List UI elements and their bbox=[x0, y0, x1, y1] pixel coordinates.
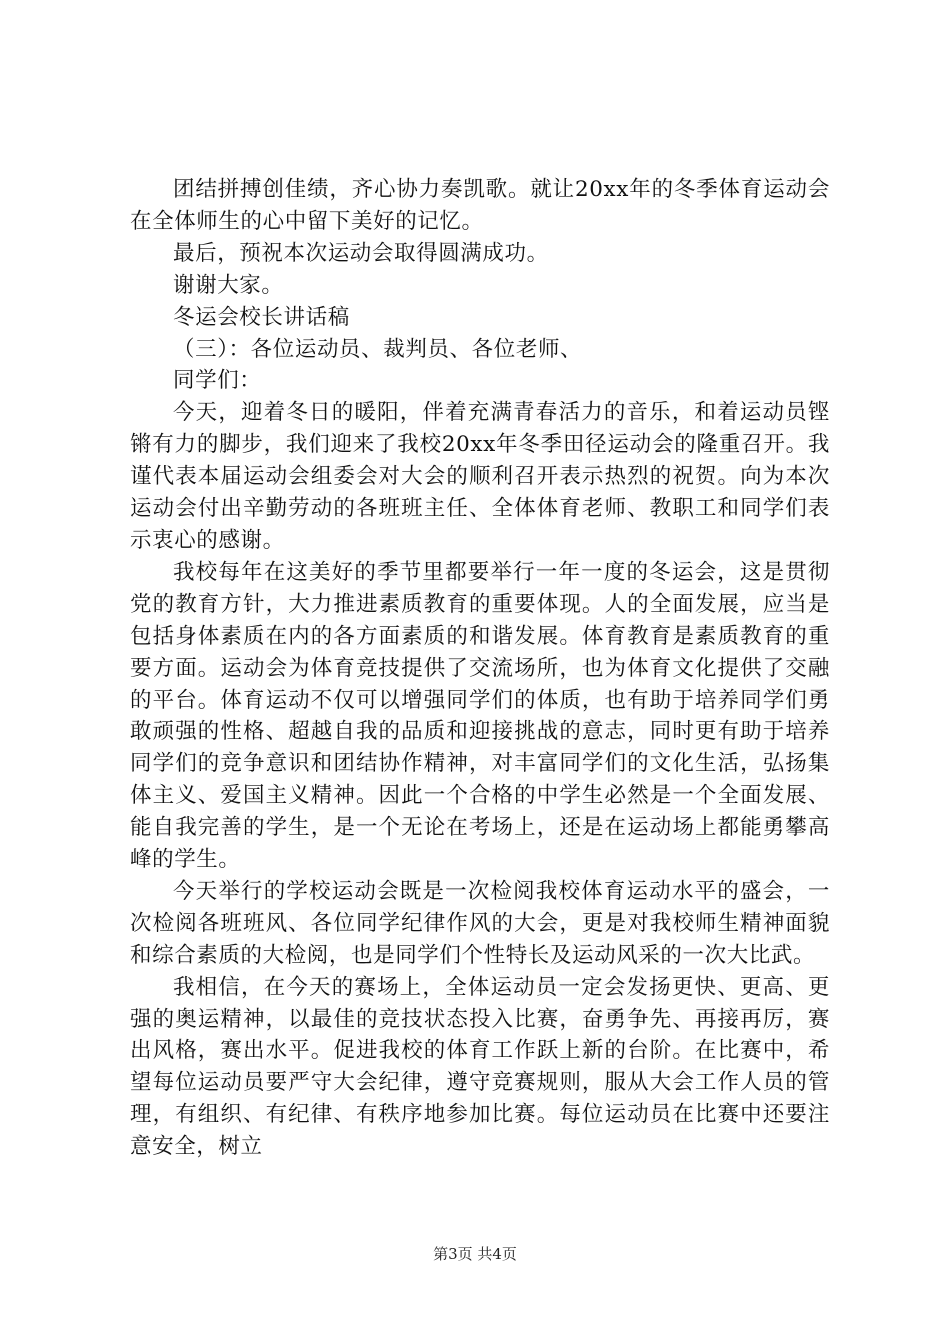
paragraph: 今天举行的学校运动会既是一次检阅我校体育运动水平的盛会，一次检阅各班班风、各位同学纪律作风的大会，更是对我校师生精神面貌和综合素质的大检阅，也是同学们个性特长及运动风采的一次大比武。 bbox=[130, 878, 830, 968]
paragraph: 今天，迎着冬日的暖阳，伴着充满青春活力的音乐，和着运动员铿锵有力的脚步，我们迎来了我校20xx年冬季田径运动会的隆重召开。我谨代表本届运动会组委会对大会的顺利召开表示热烈的祝贺。向为本次运动会付出辛勤劳动的各班班主任、全体体育老师、教职工和同学们表示衷心的感谢。 bbox=[130, 400, 830, 553]
paragraph: 我相信，在今天的赛场上，全体运动员一定会发扬更快、更高、更强的奥运精神，以最佳的竞技状态投入比赛，奋勇争先、再接再厉，赛出风格，赛出水平。促进我校的体育工作跃上新的台阶。在比赛中，希望每位运动员要严守大会纪律，遵守竞赛规则，服从大会工作人员的管理，有组织、有纪律、有秩序地参加比赛。每位运动员在比赛中还要注意安全，树立 bbox=[130, 974, 830, 1160]
paragraph: 同学们： bbox=[173, 368, 262, 394]
paragraph: 我校每年在这美好的季节里都要举行一年一度的冬运会，这是贯彻党的教育方针，大力推进素质教育的重要体现。人的全面发展，应当是包括身体素质在内的各方面素质的和谐发展。体育教育是素质教育的重要方面。运动会为体育竞技提供了交流场所，也为体育文化提供了交融的平台。体育运动不仅可以增强同学们的体质，也有助于培养同学们勇敢顽强的性格、超越自我的品质和迎接挑战的意志，同时更有助于培养同学们的竞争意识和团结协作精神，对丰富同学们的文化生活，弘扬集体主义、爱国主义精神。因此一个合格的中学生必然是一个全面发展、能自我完善的学生，是一个无论在考场上，还是在运动场上都能勇攀高峰的学生。 bbox=[130, 559, 830, 873]
body-text bbox=[130, 174, 830, 1163]
paragraph: （三）：各位运动员、裁判员、各位老师、 bbox=[173, 336, 583, 362]
paragraph: 谢谢大家。 bbox=[173, 272, 284, 298]
paragraph: 冬运会校长讲话稿 bbox=[173, 304, 350, 330]
page-footer: 第3页 共4页 bbox=[433, 1245, 517, 1263]
paragraph: 最后，预祝本次运动会取得圆满成功。 bbox=[173, 240, 549, 266]
paragraph: 团结拼搏创佳绩，齐心协力奏凯歌。就让20xx年的冬季体育运动会在全体师生的心中留下美好的记忆。 bbox=[130, 177, 830, 234]
